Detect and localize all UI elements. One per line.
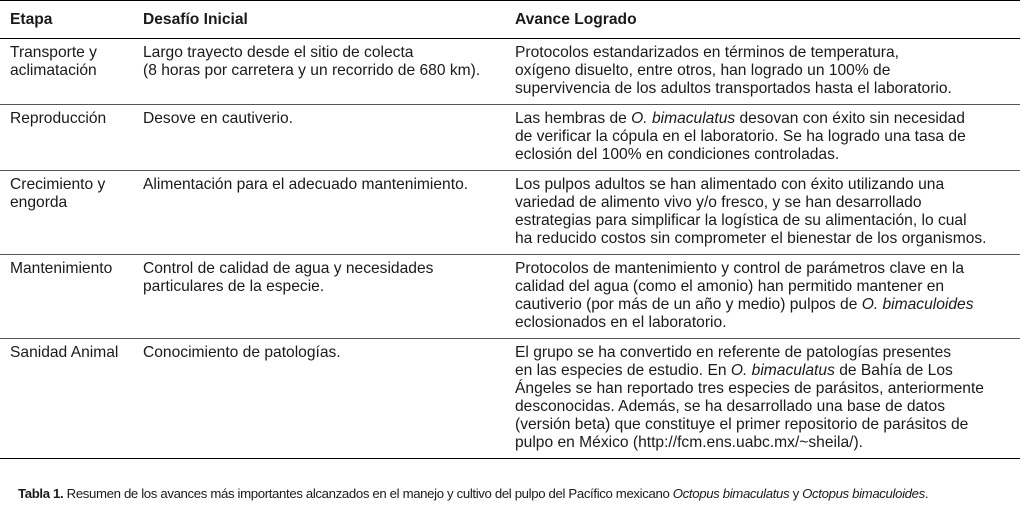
challenge-cell: Alimentación para el adecuado mantenimiento.: [133, 171, 507, 255]
table-row: [0, 39, 1020, 105]
caption-end: .: [924, 486, 929, 501]
advance-text: de Bahía de Los Ángeles se han reportado tres especies de parásitos, anteriormente desconocidas. Además, se ha desarrollado una base de datos (versión beta) que constituye el primer repositorio de parásitos de pulpo en México (http://fcm.ens.uabc.mx/~sheila/).: [515, 362, 984, 451]
advance-text: Protocolos de mantenimiento y control de parámetros clave en la calidad del agua (como el amonio) han permitido mantener en cautiverio (por más de un año y medio) pulpos de: [515, 260, 964, 313]
caption-conjunction: y: [789, 486, 803, 501]
stage-cell: Mantenimiento: [0, 255, 133, 339]
header-stage: Etapa: [0, 1, 133, 39]
header-advance: Avance Logrado: [507, 1, 1020, 39]
advance-cell: [507, 255, 1020, 339]
challenge-cell: Control de calidad de agua y necesidades particulares de la especie.: [133, 255, 507, 339]
header-challenge: Desafío Inicial: [133, 1, 507, 39]
table-header: [0, 1, 1020, 39]
challenge-cell: Desove en cautiverio.: [133, 105, 507, 171]
header-row: [0, 1, 1020, 39]
challenge-cell: Largo trayecto desde el sitio de colecta (8 horas por carretera y un recorrido de 680 km).: [133, 39, 507, 105]
advance-cell: [507, 339, 1020, 459]
table-row: [0, 105, 1020, 171]
caption-text: Resumen de los avances más importantes alcanzados en el manejo y cultivo del pulpo del Pacífico mexicano: [63, 486, 673, 501]
advance-text: desovan con éxito sin necesidad de verificar la cópula en el laboratorio. Se ha logrado una tasa de eclosión del 100% en condiciones controladas.: [515, 110, 966, 163]
table-caption: [18, 485, 1028, 503]
species-name: O. bimaculatus: [631, 110, 736, 127]
advance-text: Protocolos estandarizados en términos de temperatura, oxígeno disuelto, entre otros, han logrado un 100% de supervivencia de los adultos transportados hasta el laboratorio.: [515, 44, 952, 97]
advance-text: eclosionados en el laboratorio.: [515, 314, 727, 331]
stage-cell: Sanidad Animal: [0, 339, 133, 459]
advance-text: Las hembras de: [515, 110, 632, 127]
table-row: [0, 255, 1020, 339]
advance-cell: [507, 105, 1020, 171]
advance-text: Los pulpos adultos se han alimentado con éxito utilizando una variedad de alimento vivo y/o fresco, y se han desarrollado estrategias para simplificar la logística de su alimentación, lo cual ha reducido costos sin comprometer el bienestar de los organismos.: [515, 176, 987, 247]
caption-species-2: Octopus bimaculoides: [802, 486, 925, 501]
caption-label: Tabla 1.: [18, 486, 64, 501]
challenge-cell: Conocimiento de patologías.: [133, 339, 507, 459]
table-body: [0, 39, 1020, 459]
advance-cell: [507, 171, 1020, 255]
table-row: [0, 339, 1020, 459]
stage-cell: Transporte y aclimatación: [0, 39, 133, 105]
species-name: O. bimaculatus: [730, 362, 835, 379]
advance-text: El grupo se ha convertido en referente de patologías presentes en las especies de estudio. En: [515, 344, 952, 379]
advance-cell: [507, 39, 1020, 105]
stage-cell: Reproducción: [0, 105, 133, 171]
stage-cell: Crecimiento y engorda: [0, 171, 133, 255]
species-name: O. bimaculoides: [861, 296, 974, 313]
caption-species-1: Octopus bimaculatus: [672, 486, 790, 501]
table-row: [0, 171, 1020, 255]
